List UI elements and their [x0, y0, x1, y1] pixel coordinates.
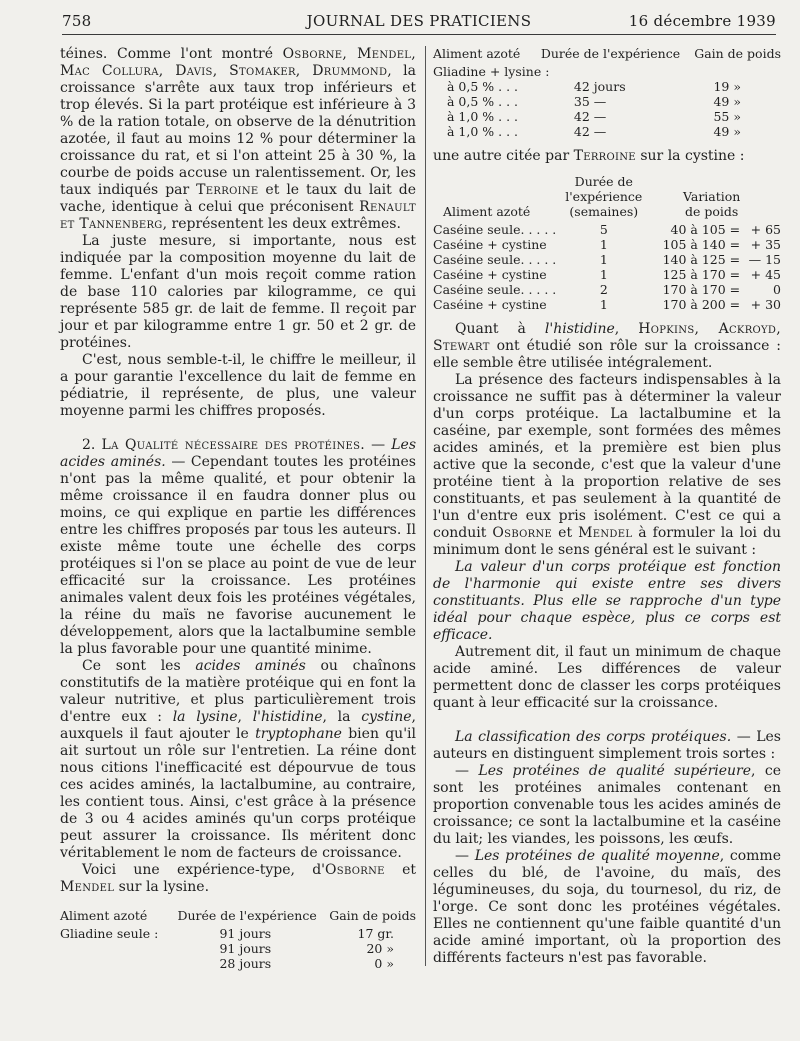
- issue-date: 16 décembre 1939: [628, 12, 776, 30]
- table-row: à 1,0 % . . . 42 — 49 »: [447, 124, 741, 139]
- paragraph: — Les protéines de qualité moyenne, comme celles du blé, de l'avoine, du maïs, des légumineuses, du soja, du tournesol, du riz, de l'orge. Ce sont donc les protéines végétales. Elles ne contiennent qu'une faible quantité d'un acide aminé important, où la proportion des différents facteurs n'est pas favorable.: [433, 848, 781, 966]
- page-number: 758: [62, 12, 92, 30]
- table-row: Gliadine seule : 91 jours 17 gr.: [60, 926, 394, 941]
- author-names: Renault et Tannenberg: [60, 199, 416, 232]
- table-row: Caséine + cystine 1 105 à 140 = + 35: [433, 237, 781, 252]
- table-row: à 0,5 % . . . 35 — 49 »: [447, 94, 741, 109]
- table-group-label: Gliadine + lysine :: [433, 64, 550, 79]
- cystine-table: Durée de l'expérience Variation Aliment azoté (semaines) de poids Caséine seule. . . . . 5 40 à 105 = + 65 Caséine + cystine 1 105 à 140 = + 35 Caséine seule. . . . . 1 140 à 125 = — 15 Caséine + cystine 1 125 à 170 = + 45 Caséine seule. . . . . 2 170 à 170 = 0 Caséine + cystine 1 170 à 200 = + 30: [433, 174, 781, 312]
- table-row: à 0,5 % . . . 42 jours 19 »: [447, 79, 741, 94]
- table-row: Caséine seule. . . . . 2 170 à 170 = 0: [433, 282, 781, 297]
- left-column: [60, 46, 416, 974]
- section-heading-paragraph: 2. La Qualité nécessaire des protéines. — Les acides aminés. — Cependant toutes les protéines n'ont pas la même qualité, et pour obtenir la même croissance il en faudra donner plus ou moins, ce qui explique en partie les différences entre les chiffres proposés par tous les auteurs. Il existe même toute une échelle des corps protéiques si l'on se place au point de vue de leur efficacité sur la croissance. Les protéines animales valent deux fois les protéines végétales, la réine du maïs ne favorise aucunement le développement, alors que la lactalbumine semble la plus favorable pour une quantité minime.: [60, 437, 417, 657]
- paragraph: La juste mesure, si importante, nous est indiquée par la composition moyenne du lait de femme. L'enfant d'un mois reçoit comme ration de base 110 calories par kilogramme, ce qui représente 585 gr. de lait de femme. Il reçoit par jour et par kilogramme entre 1 gr. 50 et 2 gr. de protéines.: [60, 233, 416, 351]
- table-row: Caséine seule. . . . . 1 140 à 125 = — 15: [433, 252, 781, 267]
- table-row: Caséine + cystine 1 125 à 170 = + 45: [433, 267, 781, 282]
- paragraph: La présence des facteurs indispensables à la croissance ne suffit pas à déterminer la valeur d'un corps protéique. La lactalbumine et la caséine, par exemple, sont formées des mêmes acides aminés, et la première est bien plus active que la seconde, c'est que la valeur d'une protéine tient à la proportion relative de ses constituants, et pas seulement à la quantité de l'un d'entre eux pris isolément. C'est ce qui a conduit Osborne et Mendel à formuler la loi du minimum dont le sens général est le suivant :: [433, 372, 781, 558]
- table-row: à 1,0 % . . . 42 — 55 »: [447, 109, 741, 124]
- paragraph: Voici une expérience-type, d'Osborne et Mendel sur la lysine.: [60, 862, 416, 895]
- paragraph: C'est, nous semble-t-il, le chiffre le meilleur, il a pour garantie l'excellence du lait de femme en pédiatrie, il représente, de plus, une valeur moyenne parmi les chiffres proposés.: [60, 352, 416, 419]
- paragraph: Autrement dit, il faut un minimum de chaque acide aminé. Les différences de valeur permettent donc de classer les corps protéiques quant à leur efficacité sur la croissance.: [433, 644, 781, 711]
- paragraph: La classification des corps protéiques. — Les auteurs en distinguent simplement trois sortes :: [433, 729, 781, 762]
- subsection-title: La classification des corps protéiques.: [455, 729, 732, 745]
- right-column: [433, 46, 781, 967]
- section-subtitle: Les acides aminés.: [60, 437, 417, 470]
- author-name: Terroine: [196, 182, 259, 198]
- lysine-table-part2: Aliment azoté Durée de l'expérience Gain de poids Gliadine + lysine : à 0,5 % . . . 42 jours 19 » à 0,5 % . . . 35 — 49 » à 1,0 % . . . 42 — 55 » à 1,0 % . . . 42 — 49 »: [433, 46, 781, 139]
- paragraph: — Les protéines de qualité supérieure, ce sont les protéines animales contenant en proportion convenable tous les acides aminés de croissance; ce sont la lactalbumine et la caséine du lait; les viandes, les poissons, les œufs.: [433, 763, 781, 847]
- author-names: Osborne, Mendel, Mac Collura, Davis, Stomaker, Drummond: [60, 46, 416, 79]
- table-row: 91 jours 20 »: [219, 941, 394, 956]
- column-divider: [425, 46, 426, 966]
- lysine-table-part1: Aliment azoté Durée de l'expérience Gain de poids Gliadine seule : 91 jours 17 gr. 91 jours 20 » 28 jours 0 »: [60, 908, 416, 971]
- section-title: La Qualité nécessaire des protéines.: [101, 437, 366, 453]
- paragraph: Quant à l'histidine, Hopkins, Ackroyd, Stewart ont étudié son rôle sur la croissance : elle semble être utilisée intégralement.: [433, 321, 781, 371]
- journal-title: JOURNAL DES PRATICIENS: [306, 12, 532, 30]
- table-row: 28 jours 0 »: [219, 956, 394, 971]
- page-header: [62, 8, 776, 35]
- law-quote: La valeur d'un corps protéique est fonction de l'harmonie qui existe entre ses divers constituants. Plus elle se rapproche d'un type idéal pour chaque espèce, plus ce corps est efficace.: [433, 559, 781, 643]
- table-row: Caséine seule. . . . . 5 40 à 105 = + 65: [433, 222, 781, 237]
- table-row: Caséine + cystine 1 170 à 200 = + 30: [433, 297, 781, 312]
- paragraph: téines. Comme l'ont montré Osborne, Mendel, Mac Collura, Davis, Stomaker, Drummond, la croissance s'arrête aux taux trop inférieurs et trop élevés. Si la part protéique est inférieure à 3 % de la ration totale, on observe de la dénutrition azotée, il faut au moins 12 % pour déterminer la croissance du rat, et si l'on atteint 25 à 30 %, la courbe de poids accuse un ralentissement. Or, les taux indiqués par Terroine et le taux du lait de vache, identique à celui que préconisent Renault et Tannenberg, représentent les deux extrêmes.: [60, 46, 416, 232]
- paragraph: une autre citée par Terroine sur la cystine :: [433, 148, 745, 164]
- paragraph: Ce sont les acides aminés ou chaînons constitutifs de la matière protéique qui en font la valeur nutritive, et plus particulièrement trois d'entre eux : la lysine, l'histidine, la cystine, auxquels il faut ajouter le tryptophane bien qu'il ait surtout un rôle sur l'entretien. La réine dont nous citions l'inefficacité est dépourvue de tous ces acides aminés, la lactalbumine, au contraire, les contient tous. Ainsi, c'est grâce à la présence de 3 ou 4 acides aminés qu'un corps protéique peut assurer la croissance. Ils méritent donc véritablement le nom de facteurs de croissance.: [60, 658, 416, 861]
